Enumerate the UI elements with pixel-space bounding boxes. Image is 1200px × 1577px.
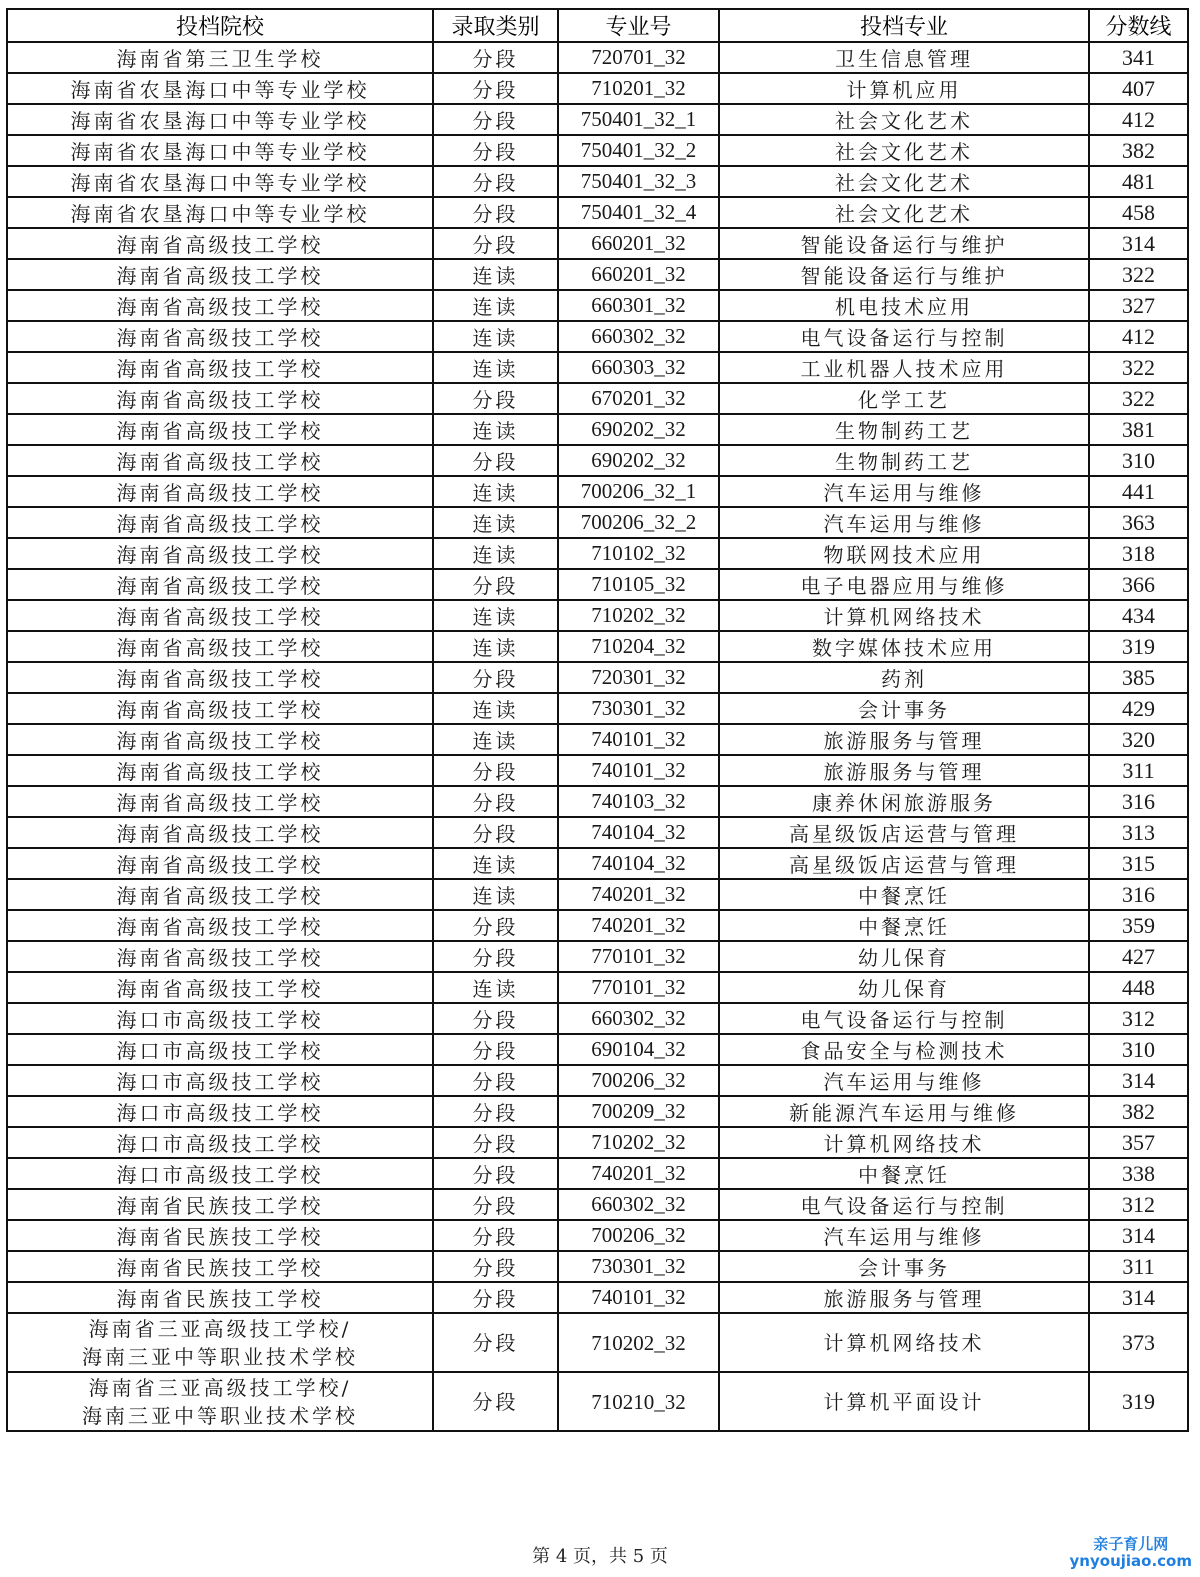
- cell-major-code: 700206_32_2: [558, 507, 719, 538]
- cell-major: 中餐烹饪: [719, 910, 1089, 941]
- table-row: [7, 662, 1188, 693]
- cell-school: 海口市高级技工学校: [7, 1065, 433, 1096]
- cell-major-code: 750401_32_3: [558, 166, 719, 197]
- cell-major-code: 720701_32: [558, 42, 719, 73]
- table-row: [7, 941, 1188, 972]
- cell-score-line: 341: [1089, 42, 1188, 73]
- cell-major: 物联网技术应用: [719, 538, 1089, 569]
- table-row: [7, 786, 1188, 817]
- cell-score-line: 357: [1089, 1127, 1188, 1158]
- cell-major: 卫生信息管理: [719, 42, 1089, 73]
- cell-school: 海口市高级技工学校: [7, 1034, 433, 1065]
- cell-school: 海南省民族技工学校: [7, 1251, 433, 1282]
- cell-school: 海南省高级技工学校: [7, 538, 433, 569]
- table-row: [7, 600, 1188, 631]
- table-row: [7, 166, 1188, 197]
- cell-major: 数字媒体技术应用: [719, 631, 1089, 662]
- cell-score-line: 338: [1089, 1158, 1188, 1189]
- cell-major-code: 700206_32: [558, 1065, 719, 1096]
- cell-major: 智能设备运行与维护: [719, 228, 1089, 259]
- cell-admission-type: 分段: [433, 197, 558, 228]
- cell-major: 智能设备运行与维护: [719, 259, 1089, 290]
- cell-score-line: 382: [1089, 135, 1188, 166]
- cell-major-code: 750401_32_1: [558, 104, 719, 135]
- cell-score-line: 311: [1089, 755, 1188, 786]
- cell-score-line: 314: [1089, 1065, 1188, 1096]
- table-row: [7, 631, 1188, 662]
- cell-major-code: 660201_32: [558, 259, 719, 290]
- cell-major: 会计事务: [719, 1251, 1089, 1282]
- cell-admission-type: 分段: [433, 383, 558, 414]
- cell-major: 计算机网络技术: [719, 1313, 1089, 1372]
- table-row: [7, 538, 1188, 569]
- cell-major: 社会文化艺术: [719, 197, 1089, 228]
- table-row: [7, 817, 1188, 848]
- cell-school: 海南省高级技工学校: [7, 786, 433, 817]
- cell-score-line: 322: [1089, 259, 1188, 290]
- cell-admission-type: 分段: [433, 73, 558, 104]
- cell-major-code: 690202_32: [558, 414, 719, 445]
- cell-admission-type: 分段: [433, 42, 558, 73]
- cell-score-line: 373: [1089, 1313, 1188, 1372]
- cell-admission-type: 分段: [433, 569, 558, 600]
- watermark-title: 亲子育儿网: [1093, 1535, 1169, 1553]
- cell-admission-type: 连读: [433, 259, 558, 290]
- cell-admission-type: 连读: [433, 693, 558, 724]
- table-row: [7, 1251, 1188, 1282]
- cell-school: 海口市高级技工学校: [7, 1003, 433, 1034]
- table-row: [7, 507, 1188, 538]
- table-row: [7, 1065, 1188, 1096]
- header-major-code: 专业号: [558, 9, 719, 42]
- table-row: [7, 321, 1188, 352]
- cell-admission-type: 连读: [433, 321, 558, 352]
- cell-score-line: 316: [1089, 786, 1188, 817]
- cell-school: 海南省高级技工学校: [7, 352, 433, 383]
- cell-admission-type: 分段: [433, 817, 558, 848]
- header-school: 投档院校: [7, 9, 433, 42]
- cell-major: 中餐烹饪: [719, 879, 1089, 910]
- cell-score-line: 312: [1089, 1003, 1188, 1034]
- cell-major-code: 740201_32: [558, 910, 719, 941]
- cell-major: 汽车运用与维修: [719, 1220, 1089, 1251]
- cell-school: 海南省高级技工学校: [7, 631, 433, 662]
- cell-admission-type: 连读: [433, 538, 558, 569]
- cell-major: 社会文化艺术: [719, 104, 1089, 135]
- cell-major-code: 700209_32: [558, 1096, 719, 1127]
- cell-score-line: 322: [1089, 383, 1188, 414]
- cell-major-code: 750401_32_4: [558, 197, 719, 228]
- cell-major: 会计事务: [719, 693, 1089, 724]
- cell-score-line: 318: [1089, 538, 1188, 569]
- cell-major-code: 710204_32: [558, 631, 719, 662]
- cell-major-code: 710105_32: [558, 569, 719, 600]
- cell-major-code: 710102_32: [558, 538, 719, 569]
- site-watermark: [1070, 1536, 1192, 1570]
- cell-score-line: 314: [1089, 228, 1188, 259]
- cell-admission-type: 分段: [433, 1158, 558, 1189]
- cell-admission-type: 分段: [433, 135, 558, 166]
- cell-school: 海南省高级技工学校: [7, 507, 433, 538]
- cell-major: 汽车运用与维修: [719, 507, 1089, 538]
- cell-major-code: 660302_32: [558, 1189, 719, 1220]
- cell-school: 海口市高级技工学校: [7, 1127, 433, 1158]
- cell-school: 海南省高级技工学校: [7, 290, 433, 321]
- cell-school: 海南省高级技工学校: [7, 972, 433, 1003]
- cell-major: 旅游服务与管理: [719, 1282, 1089, 1313]
- cell-admission-type: 分段: [433, 1220, 558, 1251]
- cell-school: 海南省农垦海口中等专业学校: [7, 197, 433, 228]
- cell-major: 电气设备运行与控制: [719, 321, 1089, 352]
- table-row: [7, 42, 1188, 73]
- cell-score-line: 412: [1089, 321, 1188, 352]
- cell-school: 海南省民族技工学校: [7, 1282, 433, 1313]
- cell-major: 旅游服务与管理: [719, 755, 1089, 786]
- cell-major-code: 710202_32: [558, 1127, 719, 1158]
- cell-major: 电气设备运行与控制: [719, 1189, 1089, 1220]
- cell-school: 海南省高级技工学校: [7, 848, 433, 879]
- table-row: [7, 228, 1188, 259]
- cell-school: 海南省农垦海口中等专业学校: [7, 135, 433, 166]
- table-row: [7, 1003, 1188, 1034]
- cell-major-code: 740101_32: [558, 755, 719, 786]
- cell-major: 汽车运用与维修: [719, 1065, 1089, 1096]
- cell-score-line: 310: [1089, 445, 1188, 476]
- cell-score-line: 385: [1089, 662, 1188, 693]
- cell-admission-type: 分段: [433, 1003, 558, 1034]
- cell-admission-type: 连读: [433, 352, 558, 383]
- cell-major-code: 770101_32: [558, 972, 719, 1003]
- cell-major: 计算机网络技术: [719, 1127, 1089, 1158]
- cell-score-line: 381: [1089, 414, 1188, 445]
- cell-major: 生物制药工艺: [719, 414, 1089, 445]
- cell-admission-type: 分段: [433, 786, 558, 817]
- table-row: [7, 879, 1188, 910]
- cell-school: 海口市高级技工学校: [7, 1096, 433, 1127]
- cell-score-line: 359: [1089, 910, 1188, 941]
- cell-score-line: 448: [1089, 972, 1188, 1003]
- cell-score-line: 313: [1089, 817, 1188, 848]
- admission-score-sheet: [6, 8, 1189, 1432]
- cell-major-code: 730301_32: [558, 1251, 719, 1282]
- cell-major: 汽车运用与维修: [719, 476, 1089, 507]
- cell-school: 海南省高级技工学校: [7, 476, 433, 507]
- cell-major-code: 740103_32: [558, 786, 719, 817]
- cell-admission-type: 连读: [433, 972, 558, 1003]
- table-row: [7, 259, 1188, 290]
- cell-major: 社会文化艺术: [719, 166, 1089, 197]
- cell-school: 海南省农垦海口中等专业学校: [7, 104, 433, 135]
- cell-major-code: 740101_32: [558, 1282, 719, 1313]
- cell-major-code: 690202_32: [558, 445, 719, 476]
- cell-school: 海南省高级技工学校: [7, 228, 433, 259]
- cell-score-line: 434: [1089, 600, 1188, 631]
- cell-major: 高星级饭店运营与管理: [719, 817, 1089, 848]
- table-row: [7, 104, 1188, 135]
- cell-admission-type: 分段: [433, 1065, 558, 1096]
- cell-major-code: 670201_32: [558, 383, 719, 414]
- table-row: [7, 693, 1188, 724]
- cell-score-line: 458: [1089, 197, 1188, 228]
- table-row: [7, 1096, 1188, 1127]
- cell-school: 海南省农垦海口中等专业学校: [7, 166, 433, 197]
- cell-school: 海南省高级技工学校: [7, 600, 433, 631]
- cell-score-line: 427: [1089, 941, 1188, 972]
- cell-major-code: 700206_32: [558, 1220, 719, 1251]
- cell-school: 海南省民族技工学校: [7, 1189, 433, 1220]
- table-row: [7, 414, 1188, 445]
- cell-school: 海南省高级技工学校: [7, 817, 433, 848]
- header-score-line: 分数线: [1089, 9, 1188, 42]
- cell-major-code: 660302_32: [558, 321, 719, 352]
- cell-score-line: 363: [1089, 507, 1188, 538]
- cell-major: 化学工艺: [719, 383, 1089, 414]
- cell-school: 海南省三亚高级技工学校/ 海南三亚中等职业技术学校: [7, 1313, 433, 1372]
- cell-school: 海南省高级技工学校: [7, 724, 433, 755]
- table-row: [7, 1313, 1188, 1372]
- table-row: [7, 1282, 1188, 1313]
- cell-major: 电子电器应用与维修: [719, 569, 1089, 600]
- cell-admission-type: 分段: [433, 1189, 558, 1220]
- cell-school: 海南省高级技工学校: [7, 879, 433, 910]
- cell-admission-type: 连读: [433, 631, 558, 662]
- cell-score-line: 322: [1089, 352, 1188, 383]
- cell-major: 计算机网络技术: [719, 600, 1089, 631]
- cell-school: 海南省高级技工学校: [7, 414, 433, 445]
- cell-major-code: 660303_32: [558, 352, 719, 383]
- cell-major: 幼儿保育: [719, 941, 1089, 972]
- page-footer: 第 4 页，共 5 页: [532, 1546, 668, 1567]
- cell-score-line: 429: [1089, 693, 1188, 724]
- table-row: [7, 755, 1188, 786]
- cell-school: 海口市高级技工学校: [7, 1158, 433, 1189]
- table-row: [7, 724, 1188, 755]
- cell-major-code: 710202_32: [558, 1313, 719, 1372]
- cell-school: 海南省高级技工学校: [7, 445, 433, 476]
- cell-admission-type: 分段: [433, 104, 558, 135]
- cell-school: 海南省三亚高级技工学校/ 海南三亚中等职业技术学校: [7, 1372, 433, 1431]
- cell-major: 计算机应用: [719, 73, 1089, 104]
- cell-admission-type: 连读: [433, 848, 558, 879]
- cell-admission-type: 分段: [433, 1313, 558, 1372]
- cell-major-code: 740101_32: [558, 724, 719, 755]
- cell-major-code: 710210_32: [558, 1372, 719, 1431]
- cell-major: 生物制药工艺: [719, 445, 1089, 476]
- cell-score-line: 407: [1089, 73, 1188, 104]
- watermark-url: ynyoujiao.com: [1069, 1552, 1192, 1570]
- table-row: [7, 197, 1188, 228]
- cell-major: 电气设备运行与控制: [719, 1003, 1089, 1034]
- cell-admission-type: 连读: [433, 290, 558, 321]
- cell-score-line: 311: [1089, 1251, 1188, 1282]
- cell-school: 海南省农垦海口中等专业学校: [7, 73, 433, 104]
- cell-major: 社会文化艺术: [719, 135, 1089, 166]
- cell-school: 海南省高级技工学校: [7, 259, 433, 290]
- cell-admission-type: 分段: [433, 1372, 558, 1431]
- cell-score-line: 320: [1089, 724, 1188, 755]
- cell-major: 旅游服务与管理: [719, 724, 1089, 755]
- table-row: [7, 383, 1188, 414]
- cell-major-code: 710202_32: [558, 600, 719, 631]
- cell-score-line: 382: [1089, 1096, 1188, 1127]
- cell-major: 新能源汽车运用与维修: [719, 1096, 1089, 1127]
- table-row: [7, 910, 1188, 941]
- cell-score-line: 316: [1089, 879, 1188, 910]
- cell-major: 幼儿保育: [719, 972, 1089, 1003]
- cell-score-line: 314: [1089, 1282, 1188, 1313]
- cell-admission-type: 分段: [433, 1096, 558, 1127]
- cell-major-code: 740201_32: [558, 879, 719, 910]
- cell-school: 海南省高级技工学校: [7, 569, 433, 600]
- cell-major: 康养休闲旅游服务: [719, 786, 1089, 817]
- cell-score-line: 314: [1089, 1220, 1188, 1251]
- cell-score-line: 412: [1089, 104, 1188, 135]
- cell-school: 海南省第三卫生学校: [7, 42, 433, 73]
- cell-major-code: 730301_32: [558, 693, 719, 724]
- cell-admission-type: 分段: [433, 910, 558, 941]
- cell-school: 海南省民族技工学校: [7, 1220, 433, 1251]
- cell-major: 工业机器人技术应用: [719, 352, 1089, 383]
- cell-major: 中餐烹饪: [719, 1158, 1089, 1189]
- table-row: [7, 135, 1188, 166]
- cell-major-code: 720301_32: [558, 662, 719, 693]
- cell-score-line: 327: [1089, 290, 1188, 321]
- cell-school: 海南省高级技工学校: [7, 662, 433, 693]
- table-row: [7, 73, 1188, 104]
- cell-major: 高星级饭店运营与管理: [719, 848, 1089, 879]
- cell-major-code: 750401_32_2: [558, 135, 719, 166]
- table-row: [7, 290, 1188, 321]
- table-row: [7, 1127, 1188, 1158]
- cell-admission-type: 分段: [433, 166, 558, 197]
- table-row: [7, 476, 1188, 507]
- cell-admission-type: 连读: [433, 414, 558, 445]
- cell-major-code: 660201_32: [558, 228, 719, 259]
- cell-major-code: 770101_32: [558, 941, 719, 972]
- cell-admission-type: 分段: [433, 755, 558, 786]
- cell-admission-type: 连读: [433, 879, 558, 910]
- cell-admission-type: 分段: [433, 1251, 558, 1282]
- cell-score-line: 312: [1089, 1189, 1188, 1220]
- table-row: [7, 352, 1188, 383]
- cell-score-line: 319: [1089, 631, 1188, 662]
- cell-school: 海南省高级技工学校: [7, 693, 433, 724]
- cell-admission-type: 分段: [433, 662, 558, 693]
- cell-admission-type: 分段: [433, 1034, 558, 1065]
- cell-admission-type: 连读: [433, 507, 558, 538]
- table-body: [7, 42, 1188, 1431]
- cell-admission-type: 分段: [433, 941, 558, 972]
- cell-score-line: 366: [1089, 569, 1188, 600]
- table-row: [7, 1158, 1188, 1189]
- cell-major-code: 740104_32: [558, 848, 719, 879]
- table-row: [7, 445, 1188, 476]
- cell-major-code: 660302_32: [558, 1003, 719, 1034]
- cell-school: 海南省高级技工学校: [7, 755, 433, 786]
- cell-score-line: 310: [1089, 1034, 1188, 1065]
- cell-school: 海南省高级技工学校: [7, 910, 433, 941]
- admission-table: [6, 8, 1189, 1432]
- cell-admission-type: 连读: [433, 724, 558, 755]
- cell-major: 计算机平面设计: [719, 1372, 1089, 1431]
- cell-admission-type: 连读: [433, 476, 558, 507]
- cell-school: 海南省高级技工学校: [7, 321, 433, 352]
- cell-major-code: 710201_32: [558, 73, 719, 104]
- cell-score-line: 315: [1089, 848, 1188, 879]
- table-row: [7, 1220, 1188, 1251]
- table-row: [7, 569, 1188, 600]
- table-header-row: [7, 9, 1188, 42]
- cell-major-code: 700206_32_1: [558, 476, 719, 507]
- cell-score-line: 319: [1089, 1372, 1188, 1431]
- cell-admission-type: 分段: [433, 445, 558, 476]
- cell-admission-type: 分段: [433, 1282, 558, 1313]
- header-major: 投档专业: [719, 9, 1089, 42]
- cell-school: 海南省高级技工学校: [7, 941, 433, 972]
- cell-admission-type: 分段: [433, 1127, 558, 1158]
- cell-score-line: 441: [1089, 476, 1188, 507]
- cell-score-line: 481: [1089, 166, 1188, 197]
- cell-school: 海南省高级技工学校: [7, 383, 433, 414]
- table-row: [7, 1034, 1188, 1065]
- cell-major-code: 690104_32: [558, 1034, 719, 1065]
- table-row: [7, 848, 1188, 879]
- cell-major-code: 660301_32: [558, 290, 719, 321]
- header-admission-type: 录取类别: [433, 9, 558, 42]
- cell-major-code: 740201_32: [558, 1158, 719, 1189]
- table-row: [7, 1189, 1188, 1220]
- cell-major-code: 740104_32: [558, 817, 719, 848]
- cell-major: 食品安全与检测技术: [719, 1034, 1089, 1065]
- cell-major: 机电技术应用: [719, 290, 1089, 321]
- cell-admission-type: 连读: [433, 600, 558, 631]
- cell-admission-type: 分段: [433, 228, 558, 259]
- table-row: [7, 972, 1188, 1003]
- cell-major: 药剂: [719, 662, 1089, 693]
- table-row: [7, 1372, 1188, 1431]
